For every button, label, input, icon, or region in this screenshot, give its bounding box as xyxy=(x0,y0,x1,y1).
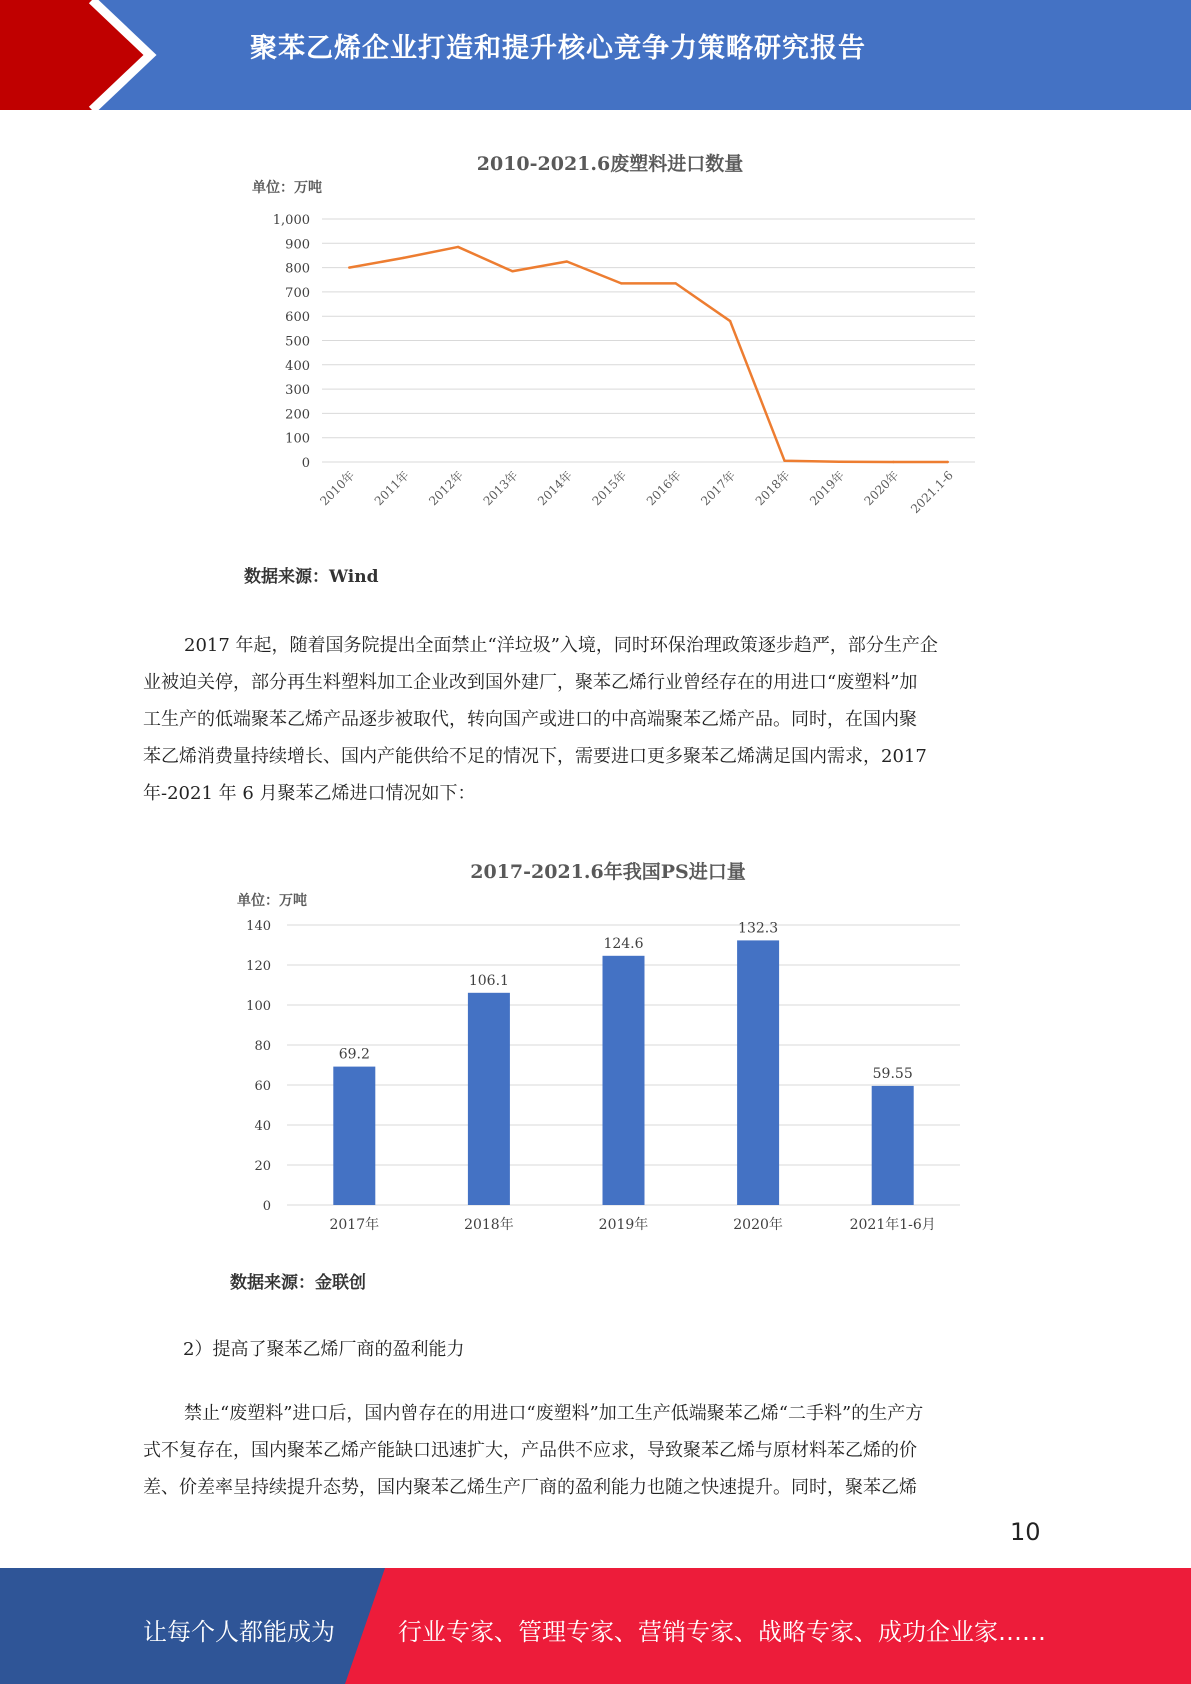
line-chart-y-tick-label: 300 xyxy=(285,383,310,399)
bar-chart-x-tick-label: 2019年 xyxy=(598,1217,649,1233)
bar-chart-y-tick-label: 40 xyxy=(254,1119,271,1134)
line-chart-point xyxy=(457,246,459,248)
bar-chart-bar xyxy=(872,1086,914,1205)
paragraph-line: 工生产的低端聚苯乙烯产品逐步被取代，转向国产或进口的中高端聚苯乙烯产品。同时，在国内聚 xyxy=(143,709,917,730)
bar-chart-title: 2017-2021.6年我国PS进口量 xyxy=(470,861,746,883)
footer-slogan-right: 行业专家、管理专家、营销专家、战略专家、成功企业家…… xyxy=(398,1618,1046,1646)
waste-plastic-import-line-chart xyxy=(230,140,990,545)
bar-chart-y-tick-label: 80 xyxy=(254,1039,271,1054)
paragraph-line: 禁止“废塑料”进口后，国内曾存在的用进口“废塑料”加工生产低端聚苯乙烯“二手料”的生产方 xyxy=(184,1403,924,1424)
ps-import-bar-chart xyxy=(215,845,990,1245)
line-chart-x-tick-label: 2016年 xyxy=(643,468,684,509)
bar-chart-data-label: 59.55 xyxy=(872,1065,913,1082)
line-chart-point xyxy=(729,320,731,322)
line-chart-point xyxy=(892,461,894,463)
line-chart-y-axis xyxy=(273,213,310,471)
line-chart-point xyxy=(947,461,949,463)
paragraph-line: 业被迫关停，部分再生料塑料加工企业改到国外建厂，聚苯乙烯行业曾经存在的用进口“废塑料”加 xyxy=(143,672,918,693)
bar-chart-bar xyxy=(468,993,510,1205)
bar-chart-x-axis xyxy=(329,1216,935,1233)
line-chart-y-tick-label: 100 xyxy=(285,431,310,447)
line-chart-y-tick-label: 400 xyxy=(285,358,310,374)
line-chart-x-tick-label: 2015年 xyxy=(589,468,630,509)
paragraph-line: 2017 年起，随着国务院提出全面禁止“洋垃圾”入境，同时环保治理政策逐步趋严，部分生产企 xyxy=(184,635,938,656)
body-paragraph-1 xyxy=(143,627,1048,812)
line-chart-point xyxy=(838,461,840,463)
line-chart-x-tick-label: 2018年 xyxy=(752,468,793,509)
line-chart-point xyxy=(348,266,350,268)
line-chart-x-tick-label: 2012年 xyxy=(426,468,467,509)
line-chart-x-tick-label: 2021.1-6 xyxy=(908,468,956,517)
bar-chart-y-axis xyxy=(246,919,271,1214)
line-chart-point xyxy=(783,460,785,462)
page-footer xyxy=(0,1568,1191,1684)
footer-slogan-left: 让每个人都能成为 xyxy=(143,1618,335,1646)
bar-chart-source: 数据来源：金联创 xyxy=(230,1273,366,1293)
bar-chart-bar xyxy=(603,956,645,1205)
line-chart-point xyxy=(511,270,513,272)
paragraph-line: 式不复存在，国内聚苯乙烯产能缺口迅速扩大，产品供不应求，导致聚苯乙烯与原材料苯乙烯的价 xyxy=(143,1440,917,1461)
paragraph-line: 苯乙烯消费量持续增长、国内产能供给不足的情况下，需要进口更多聚苯乙烯满足国内需求，2017 xyxy=(143,746,927,767)
bar-chart-x-tick-label: 2018年 xyxy=(464,1217,514,1233)
line-chart-x-tick-label: 2017年 xyxy=(698,468,739,509)
line-chart-series-line xyxy=(349,247,948,462)
line-chart-source: 数据来源：Wind xyxy=(244,567,379,587)
line-chart-x-axis xyxy=(317,468,956,517)
bar-chart-data-label: 69.2 xyxy=(338,1046,370,1063)
bar-chart-data-label: 106.1 xyxy=(468,972,509,989)
bar-chart-unit-label: 单位：万吨 xyxy=(237,893,307,909)
bar-chart-y-tick-label: 100 xyxy=(246,999,271,1014)
bar-chart-y-tick-label: 0 xyxy=(262,1199,271,1214)
bar-chart-bar xyxy=(737,940,779,1205)
line-chart-point xyxy=(675,282,677,284)
bar-chart-x-tick-label: 2021年1-6月 xyxy=(849,1217,936,1233)
line-chart-series xyxy=(348,246,949,463)
line-chart-y-tick-label: 600 xyxy=(285,310,310,326)
bar-chart-y-tick-label: 60 xyxy=(254,1079,271,1094)
line-chart-y-tick-label: 500 xyxy=(285,334,310,350)
line-chart-title: 2010-2021.6废塑料进口数量 xyxy=(476,153,744,175)
bar-chart-y-tick-label: 120 xyxy=(246,959,271,974)
line-chart-point xyxy=(402,257,404,259)
report-title: 聚苯乙烯企业打造和提升核心竞争力策略研究报告 xyxy=(250,33,866,64)
line-chart-unit-label: 单位：万吨 xyxy=(252,180,322,196)
line-chart-x-tick-label: 2019年 xyxy=(807,468,848,509)
paragraph-line: 年-2021 年 6 月聚苯乙烯进口情况如下： xyxy=(143,783,476,804)
bar-chart-x-tick-label: 2017年 xyxy=(329,1217,380,1233)
bar-chart-data-label: 124.6 xyxy=(603,935,644,952)
line-chart-y-tick-label: 200 xyxy=(285,407,310,423)
line-chart-y-tick-label: 700 xyxy=(285,285,310,301)
bar-chart-y-tick-label: 20 xyxy=(254,1159,271,1174)
line-chart-y-tick-label: 0 xyxy=(301,456,310,471)
bar-chart-bar xyxy=(333,1067,375,1205)
section-subheading: 2）提高了聚苯乙烯厂商的盈利能力 xyxy=(183,1339,465,1360)
body-paragraph-2 xyxy=(143,1395,1048,1506)
line-chart-y-tick-label: 900 xyxy=(285,237,310,253)
page-header xyxy=(0,0,1191,110)
line-chart-y-tick-label: 800 xyxy=(285,261,310,277)
line-chart-x-tick-label: 2014年 xyxy=(535,468,575,509)
line-chart-x-tick-label: 2011年 xyxy=(371,468,412,509)
line-chart-x-tick-label: 2020年 xyxy=(861,468,902,509)
page-number: 10 xyxy=(1010,1518,1041,1546)
line-chart-point xyxy=(620,282,622,284)
paragraph-line: 差、价差率呈持续提升态势，国内聚苯乙烯生产厂商的盈利能力也随之快速提升。同时，聚苯乙烯 xyxy=(143,1477,917,1498)
line-chart-y-tick-label: 1,000 xyxy=(272,213,310,228)
line-chart-x-tick-label: 2013年 xyxy=(480,468,521,509)
line-chart-point xyxy=(566,260,568,262)
bar-chart-y-tick-label: 140 xyxy=(246,919,271,934)
bar-chart-x-tick-label: 2020年 xyxy=(733,1217,783,1233)
line-chart-x-tick-label: 2010年 xyxy=(317,468,358,509)
bar-chart-data-label: 132.3 xyxy=(738,920,779,937)
